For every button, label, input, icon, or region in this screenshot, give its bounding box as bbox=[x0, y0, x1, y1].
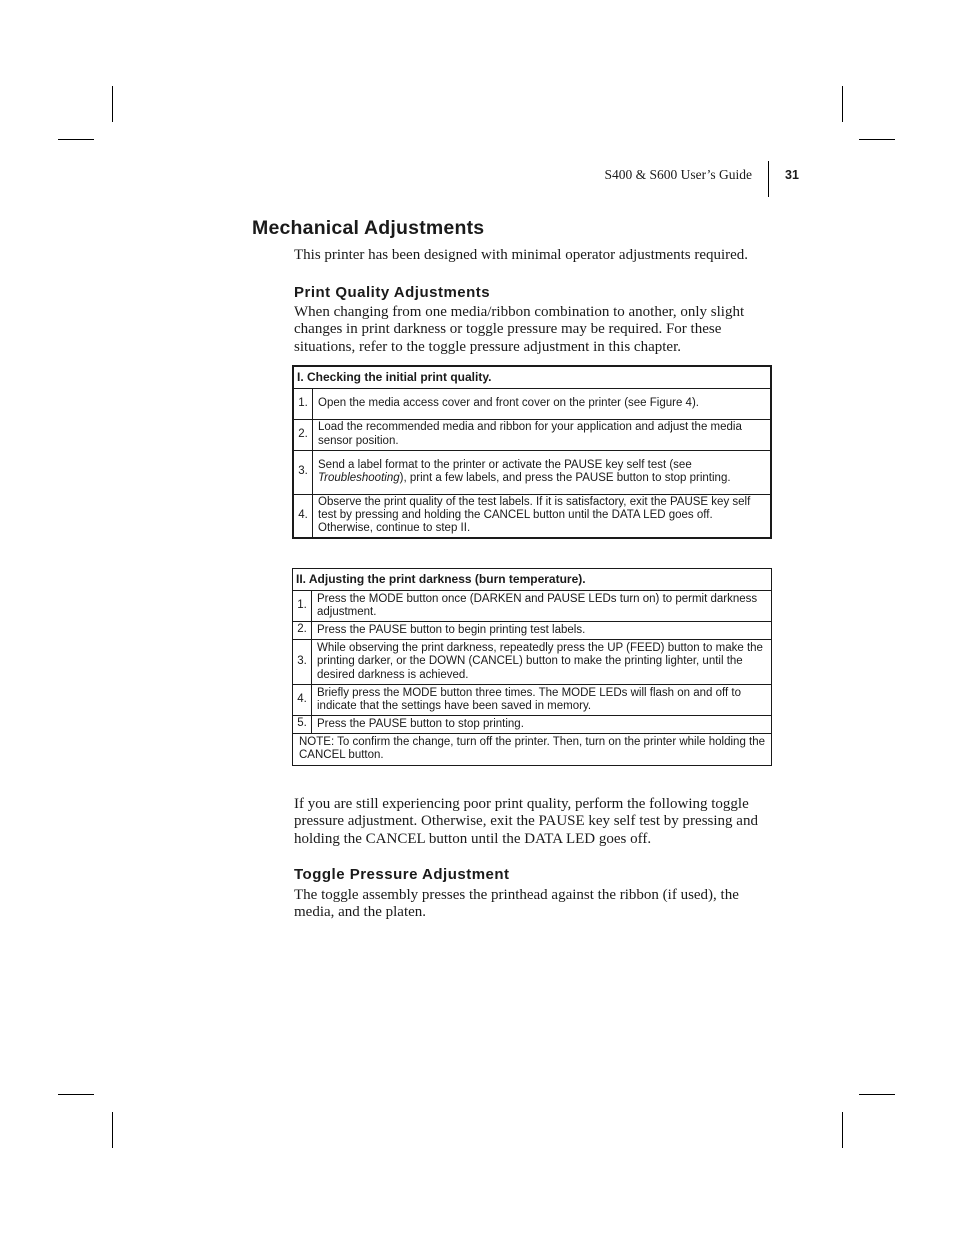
crop-mark-top-left-vertical bbox=[112, 86, 113, 122]
step-number: 2. bbox=[293, 419, 313, 450]
toggle-pressure-heading: Toggle Pressure Adjustment bbox=[294, 866, 510, 883]
troubleshooting-reference: Troubleshooting bbox=[318, 472, 400, 484]
section-intro: This printer has been designed with minimal operator adjustments required. bbox=[294, 247, 749, 263]
crop-mark-bottom-right-vertical bbox=[842, 1112, 843, 1148]
step-text: Press the PAUSE button to stop printing. bbox=[312, 716, 772, 734]
crop-mark-bottom-right-horizontal bbox=[859, 1094, 895, 1095]
table-row bbox=[293, 622, 772, 640]
step-text: Press the MODE button once (DARKEN and PAUSE LEDs turn on) to permit darkness adjustment. bbox=[312, 591, 772, 622]
step-text-part: Send a label format to the printer or activate the PAUSE key self test (see bbox=[318, 458, 692, 471]
print-quality-body: When changing from one media/ribbon combination to another, only slight changes in print darkness or toggle pressure may be required. For these situations, refer to the toggle pressure adjustment in this chapter. bbox=[294, 304, 745, 355]
table-note: NOTE: To confirm the change, turn off the printer. Then, turn on the printer while holding the CANCEL button. bbox=[293, 734, 772, 766]
step-text bbox=[313, 450, 772, 494]
section-title: Mechanical Adjustments bbox=[252, 217, 485, 239]
step-number: 3. bbox=[293, 640, 312, 685]
crop-mark-top-right-horizontal bbox=[859, 139, 895, 140]
table-heading: I. Checking the initial print quality. bbox=[293, 366, 771, 388]
step-text: While observing the print darkness, repeatedly press the UP (FEED) button to make the printing darker, or the DOWN (CANCEL) button to make the printing lighter, until the desired darkness is achieved. bbox=[312, 640, 772, 685]
step-number: 1. bbox=[293, 388, 313, 419]
table-heading: II. Adjusting the print darkness (burn temperature). bbox=[293, 569, 772, 591]
crop-mark-bottom-left-horizontal bbox=[58, 1094, 94, 1095]
step-number: 1. bbox=[293, 591, 312, 622]
step-text: Press the PAUSE button to begin printing test labels. bbox=[312, 622, 772, 640]
step-text-part: ), print a few labels, and press the PAUSE button to stop printing. bbox=[399, 472, 731, 484]
crop-mark-top-left-horizontal bbox=[58, 139, 94, 140]
step-number: 4. bbox=[293, 494, 313, 538]
adjusting-darkness-table bbox=[292, 568, 772, 766]
table-row bbox=[293, 640, 772, 685]
crop-mark-bottom-left-vertical bbox=[112, 1112, 113, 1148]
step-number: 2. bbox=[293, 622, 312, 640]
print-quality-heading: Print Quality Adjustments bbox=[294, 284, 491, 301]
table-row bbox=[293, 450, 771, 494]
table-row bbox=[293, 494, 771, 538]
running-header-title: S400 & S600 User’s Guide bbox=[604, 167, 752, 182]
crop-mark-top-right-vertical bbox=[842, 86, 843, 122]
table-row bbox=[293, 419, 771, 450]
step-number: 4. bbox=[293, 685, 312, 716]
step-text: Load the recommended media and ribbon for your application and adjust the media sensor position. bbox=[313, 419, 772, 450]
toggle-pressure-body: The toggle assembly presses the printhead against the ribbon (if used), the media, and the platen. bbox=[294, 887, 739, 921]
step-number: 3. bbox=[293, 450, 313, 494]
step-number: 5. bbox=[293, 716, 312, 734]
step-text: Briefly press the MODE button three times. The MODE LEDs will flash on and off to indicate that the settings have been saved in memory. bbox=[312, 685, 772, 716]
step-text: Observe the print quality of the test labels. If it is satisfactory, exit the PAUSE key self test by pressing and holding the CANCEL button until the DATA LED goes off. Otherwise, continue to step II. bbox=[313, 494, 772, 538]
header-divider bbox=[768, 161, 769, 197]
page-number: 31 bbox=[785, 168, 799, 182]
table-row bbox=[293, 388, 771, 419]
table-row bbox=[293, 591, 772, 622]
followup-paragraph: If you are still experiencing poor print quality, perform the following toggle pressure adjustment. Otherwise, exit the PAUSE key self test by pressing and holding the CANCEL button until the DATA LED goes off. bbox=[294, 796, 758, 847]
checking-print-quality-table bbox=[292, 365, 772, 539]
table-row bbox=[293, 716, 772, 734]
step-text: Open the media access cover and front cover on the printer (see Figure 4). bbox=[313, 388, 772, 419]
table-row bbox=[293, 685, 772, 716]
